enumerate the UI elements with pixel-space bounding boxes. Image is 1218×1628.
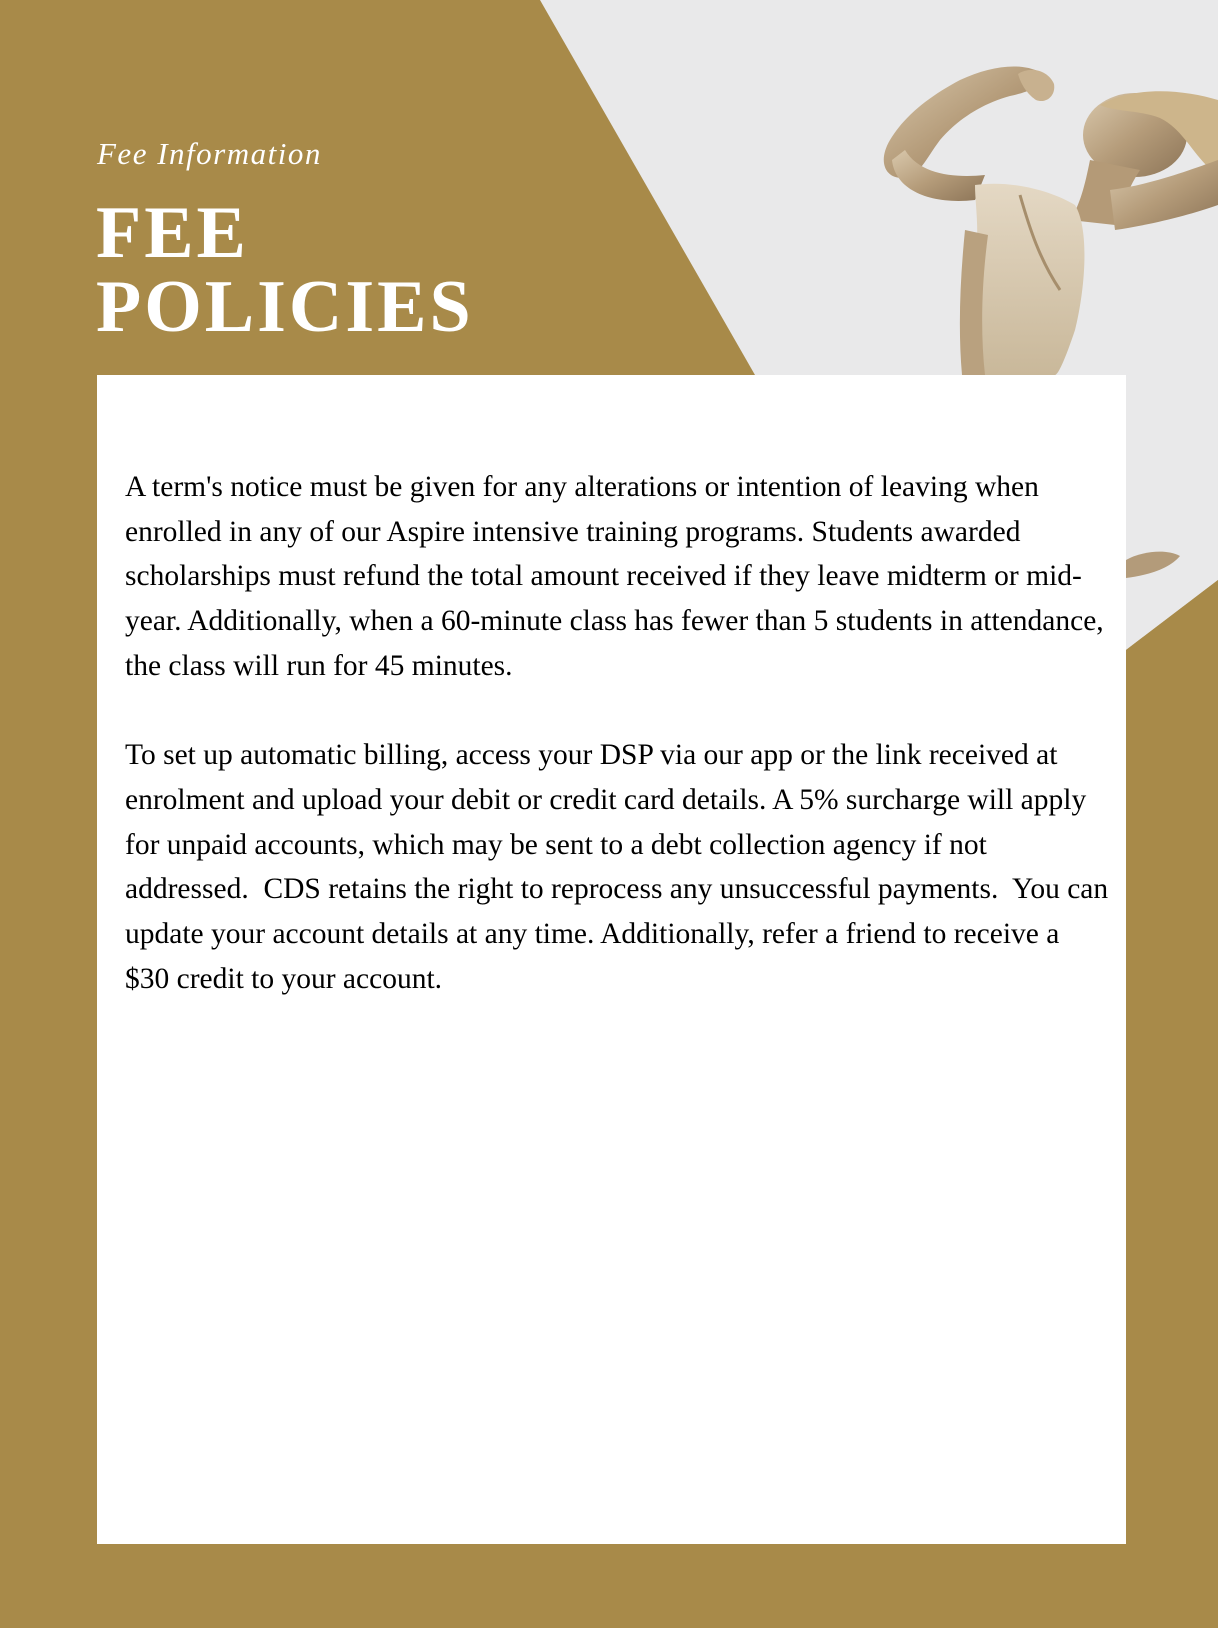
policy-paragraph-term-notice: A term's notice must be given for any alterations or intention of leaving when enrolled in any of our Aspire intensive training programs. Students awarded scholarships must refund the total amount received if they leave midterm or mid-year. Additionally, when a 60-minute class has fewer than 5 students in attendance, the class will run for 45 minutes. (125, 471, 1112, 682)
page-title-line-1: FEE (96, 192, 249, 274)
content-card (97, 375, 1126, 1544)
policy-paragraph-billing: To set up automatic billing, access your DSP via our app or the link received at enrolment and upload your debit or credit card details. A 5% surcharge will apply for unpaid accounts, which may be sent to a debt collection agency if not addressed. CDS retains the right to reprocess any unsuccessful payments. You can update your account details at any time. Additionally, refer a friend to receive a $30 credit to your account. (125, 739, 1116, 995)
page-title (96, 192, 474, 348)
gold-corner (1126, 580, 1218, 1628)
section-subtitle: Fee Information (97, 136, 322, 171)
policy-text (125, 465, 1116, 1046)
page-title-line-2: POLICIES (96, 266, 474, 348)
